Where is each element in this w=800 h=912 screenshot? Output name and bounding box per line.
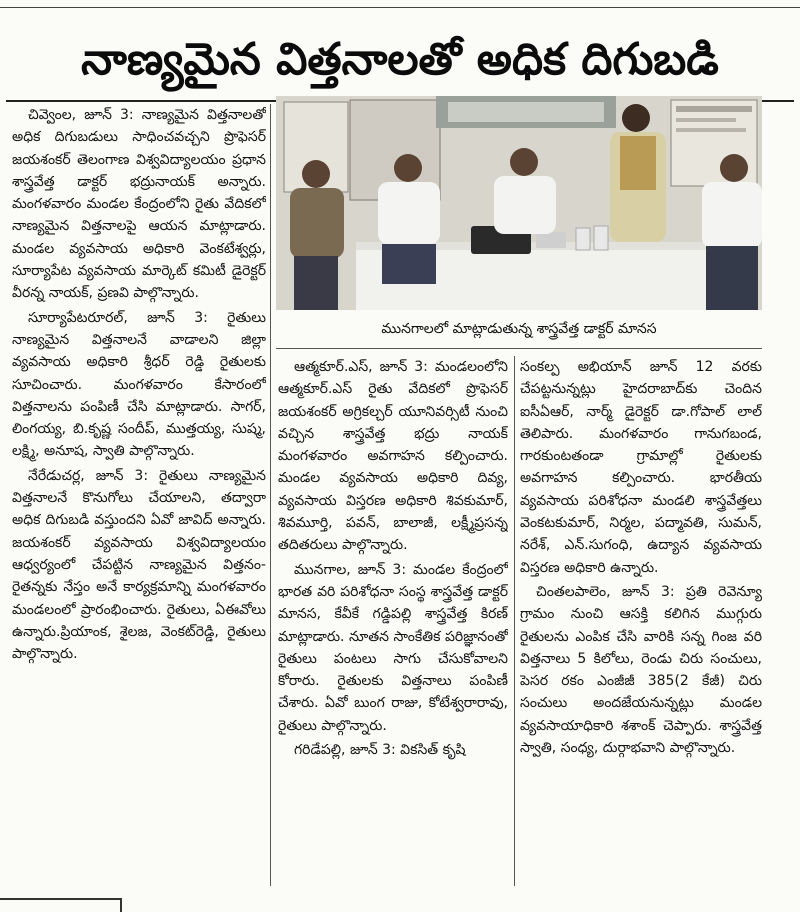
top-rule <box>0 7 800 8</box>
article-chintalapalem: చింతలపాలెం, జూన్ 3: ప్రతి రెవెన్యూ గ్రామం నుంచి ఆసక్తి కలిగిన ముగ్గురు రైతులను ఎంపిక చేసి వారికి సన్న గింజ వరి విత్తనాలు 5 కిలోలు, రెండు చిరు సంచులు, పెసర రకం ఎంజీజీ 385(2 కేజీ) చిరు సంచులు అందజేయనున్నట్లు మండల వ్యవసాయాధికారి శశాంక్ చెప్పారు. శాస్త్రవేత్త స్వాతి, సంధ్య, దుర్గాభవాని పాల్గొన్నారు. <box>520 583 762 757</box>
column-divider-left <box>270 104 271 886</box>
article-atmakur: ఆత్మకూర్.ఎస్, జూన్ 3: మండలంలోని ఆత్మకూర్.ఎస్ రైతు వేదికలో ప్రొఫెసర్ జయశంకర్ అగ్రికల్చర్ యూనివర్సిటీ నుంచి వచ్చిన శాస్త్రవేత్త భద్రు నాయక్ మంగళవారం అవగాహన కల్పించారు. మండల వ్యవసాయ అధికారి దివ్య, వ్యవసాయ విస్తరణ అధికారి శివకుమార్, శివమూర్తి, పవన్, బాలాజీ, లక్ష్మీప్రసన్న తదితరులు పాల్గొన్నారు. <box>278 359 508 554</box>
column-divider-right <box>514 356 515 886</box>
article-garidepalli: గరిడేపల్లి, జూన్ 3: వికసిత్ కృషి <box>294 742 466 759</box>
article-neredcherla: నేరేడుచర్ల, జూన్ 3: రైతులు నాణ్యమైన విత్తనాలనే కొనుగోలు చేయాలని, తద్వారా అధిక దిగుబడి వస్తుందని ఏవో జావిద్ అన్నారు. జయశంకర్ వ్యవసాయ విశ్వవిద్యాలయం ఆధ్వర్యంలో చేపట్టిన నాణ్యమైన విత్తనం- రైతన్నకు నేస్తం అనే కార్యక్రమాన్ని మంగళవారం మండలంలో ప్రారంభించారు. రైతులు, ఏఈవోలు ఉన్నారు.ప్రియాంక, శైలజ, వెంకట్‌రెడ్డి, రైతులు పాల్గొన్నారు. <box>12 467 266 663</box>
article-chivvemla: చివ్వెంల, జూన్ 3: నాణ్యమైన విత్తనాలతో అధిక దిగుబడులు సాధించవచ్చని ప్రొఫెసర్ జయశంకర్ తెలంగాణ విశ్వవిద్యాలయం ప్రధాన శాస్త్రవేత్త డాక్టర్ భద్రునాయక్ అన్నారు. మంగళవారం మండల కేంద్రంలోని రైతు వేదికలో నాణ్యమైన విత్తనాలపై ఆయన మాట్లాడారు. మండల వ్యవసాయ అధికారి వెంకటేశ్వర్లు, సూర్యాపేట వ్యవసాయ మార్కెట్ కమిటీ డైరెక్టర్ వీరన్న నాయక్, ప్రణవి పాల్గొన్నారు. <box>12 107 266 302</box>
column-middle <box>278 356 508 888</box>
news-photo-illustration <box>276 96 762 310</box>
column-right <box>520 356 762 888</box>
article-suryapet-rural: సూర్యాపేటరూరల్, జూన్ 3: రైతులు నాణ్యమైన విత్తనాలనే వాడాలని జిల్లా వ్యవసాయ అధికారి శ్రీధర్ రెడ్డి రైతులకు సూచించారు. మంగళవారం కేసారంలో విత్తనాలను పంపిణీ చేసి మాట్లాడారు. సాగర్, లింగయ్య, బి.కృష్ణ సందీప్, ముత్తయ్య, సుష్మ, లక్ష్మి, అనూష, స్వాతి పాల్గొన్నారు. <box>12 309 266 460</box>
photo-caption: మునగాలలో మాట్లాడుతున్న శాస్త్రవేత్త డాక్టర్ మానస <box>381 321 657 337</box>
bottom-corner-mark <box>0 898 122 912</box>
caption-rule <box>276 348 762 349</box>
article-munagala: మునగాల, జూన్ 3: మండల కేంద్రంలో భారత వరి పరిశోధనా సంస్థ శాస్త్రవేత్త డాక్టర్ మానస, కేవీకే గడ్డిపల్లి శాస్త్రవేత్త కిరణ్ మాట్లాడారు. నూతన సాంకేతిక పరిజ్ఞానంతో రైతులు పంటలు సాగు చేసుకోవాలని కోరారు. రైతులకు విత్తనాలు పంపిణీ చేశారు. ఏవో బుంగ రాజు, కోటేశ్వరారావు, రైతులు పాల్గొన్నారు. <box>278 561 508 734</box>
headline: నాణ్యమైన విత్తనాలతో అధిక దిగుబడి <box>81 34 719 85</box>
column-left <box>12 104 266 888</box>
news-photo <box>276 96 762 310</box>
article-garidepalli-continued: సంకల్ప అభియాన్ జూన్ 12 వరకు చేపట్టనున్నట్లు హైదరాబాద్‌కు చెందిన ఐసీఏఆర్, నార్మ్ డైరెక్టర్ డా.గోపాల్ లాల్ తెలిపారు. మంగళవారం గానుగబండ, గారకుంటతండా గ్రామాల్లో రైతులకు అవగాహన కల్పించారు. భారతీయ వ్యవసాయ పరిశోధనా మండలి శాస్త్రవేత్తలు వెంకటకుమార్, నిర్మల, పద్మావతి, సుమన్, నరేశ్, ఎన్.సుగంధి, ఉద్యాన వ్యవసాయ విస్తరణ అధికారి ఉన్నారు. <box>520 359 762 576</box>
